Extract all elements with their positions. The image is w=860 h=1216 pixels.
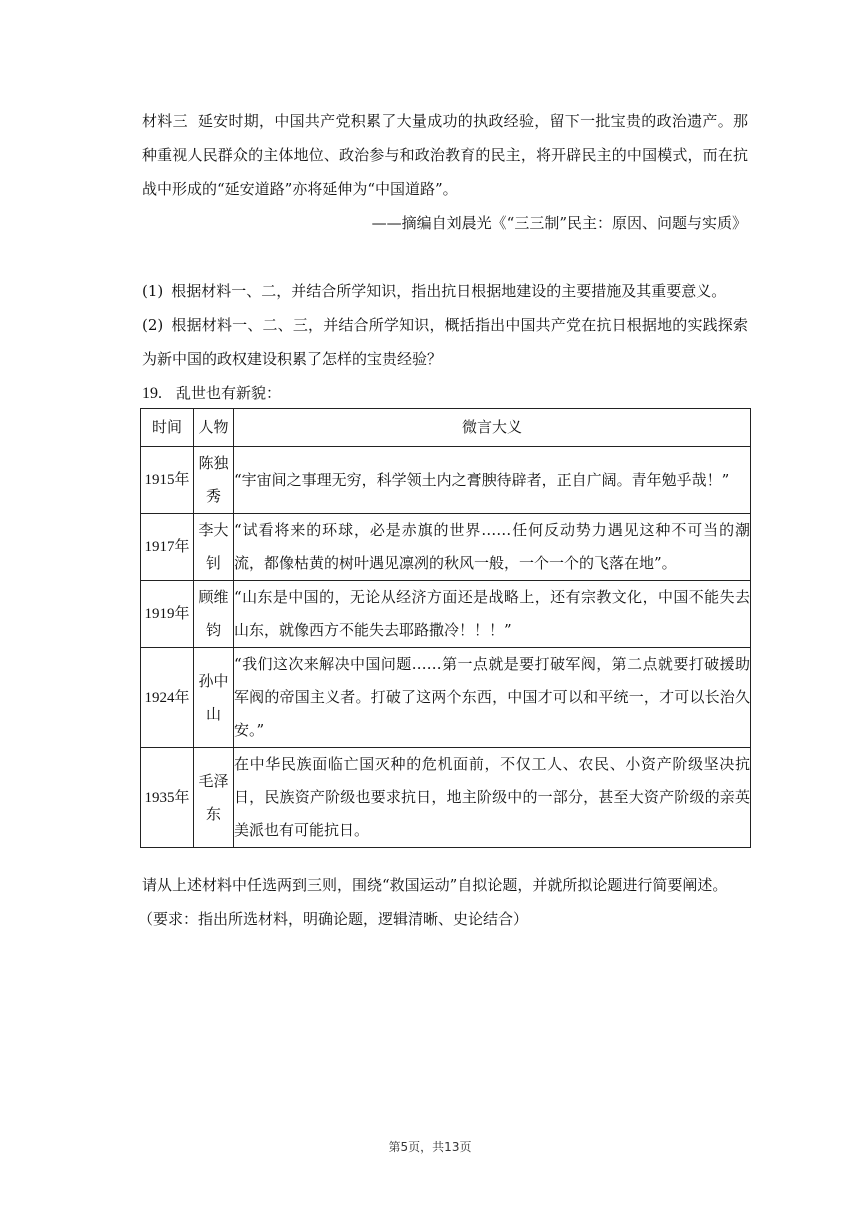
question-1-number: (1) [142, 282, 164, 300]
table-header-row [141, 409, 751, 447]
year-number: 1919 [144, 606, 175, 622]
instruction-text: 请从上述材料中任选两到三则，围绕“救国运动”自拟论题，并就所拟论题进行简要阐述。 [142, 876, 728, 894]
row-quote: “试看将来的环球，必是赤旗的世界……任何反动势力遇见这种不可当的潮流，都像枯黄的树叶遇见凛冽的秋风一般，一个一个的飞落在地”。 [234, 514, 751, 581]
row-person: 陈独秀 [194, 447, 234, 514]
quotes-table [140, 408, 751, 848]
row-person: 毛泽东 [194, 748, 234, 848]
header-person: 人物 [194, 409, 234, 447]
year-unit: 年 [174, 470, 190, 488]
question-1-text: 根据材料一、二，并结合所学知识，指出抗日根据地建设的主要措施及其重要意义。 [171, 282, 727, 300]
row-year [141, 514, 194, 581]
row-year [141, 447, 194, 514]
year-unit: 年 [174, 537, 190, 555]
year-unit: 年 [174, 687, 190, 706]
question-2-number: (2) [142, 316, 164, 334]
year-number: 1917 [144, 539, 175, 555]
material-three-label: 材料三 [142, 112, 188, 130]
table-row [141, 514, 751, 581]
row-year [141, 648, 194, 748]
header-quote: 微言大义 [234, 409, 751, 447]
row-year [141, 748, 194, 848]
page-footer: 第5页，共13页 [388, 1140, 472, 1154]
row-person: 李大钊 [194, 514, 234, 581]
table-row [141, 748, 751, 848]
material-three-text: 延安时期，中国共产党积累了大量成功的执政经验，留下一批宝贵的政治遗产。那种重视人民群众的主体地位、政治参与和政治教育的民主，将开辟民主的中国模式，而在抗战中形成的“延安道路”亦将延伸为“中国道路”。 [142, 112, 748, 198]
row-person: 孙中山 [194, 648, 234, 748]
year-unit: 年 [174, 604, 190, 622]
header-time: 时间 [141, 409, 194, 447]
question-19-heading [142, 376, 748, 411]
row-quote: 在中华民族面临亡国灭种的危机面前，不仅工人、农民、小资产阶级坚决抗日，民族资产阶级也要求抗日，地主阶级中的一部分，甚至大资产阶级的亲英美派也有可能抗日。 [234, 748, 751, 848]
question-2-text: 根据材料一、二、三，并结合所学知识，概括指出中国共产党在抗日根据地的实践探索为新中国的政权建设积累了怎样的宝贵经验？ [142, 316, 748, 368]
year-number: 1915 [144, 472, 175, 488]
row-quote: “我们这次来解决中国问题……第一点就是要打破军阀，第二点就要打破援助军阀的帝国主义者。打破了这两个东西，中国才可以和平统一，才可以长治久安。” [234, 648, 751, 748]
question-19-number: 19. [142, 385, 162, 402]
material-three [142, 104, 748, 206]
year-number: 1924 [144, 689, 175, 706]
material-three-source: ——摘编自刘晨光《“三三制”民主：原因、问题与实质》 [371, 214, 747, 232]
row-person: 顾维钧 [194, 581, 234, 648]
question-1 [142, 274, 748, 308]
row-year [141, 581, 194, 648]
question-2 [142, 308, 748, 376]
year-unit: 年 [174, 787, 190, 806]
question-19-title: 乱世也有新貌： [176, 384, 282, 402]
table-row [141, 648, 751, 748]
requirements-text: （要求：指出所选材料，明确论题，逻辑清晰、史论结合） [138, 910, 529, 928]
table-row [141, 581, 751, 648]
year-number: 1935 [144, 789, 175, 806]
row-quote: “宇宙间之事理无穷，科学领土内之膏腴待辟者，正自广阔。青年勉乎哉！” [234, 447, 751, 514]
table-row [141, 447, 751, 514]
row-quote: “山东是中国的，无论从经济方面还是战略上，还有宗教文化，中国不能失去山东，就像西方不能失去耶路撒冷！！！” [234, 581, 751, 648]
